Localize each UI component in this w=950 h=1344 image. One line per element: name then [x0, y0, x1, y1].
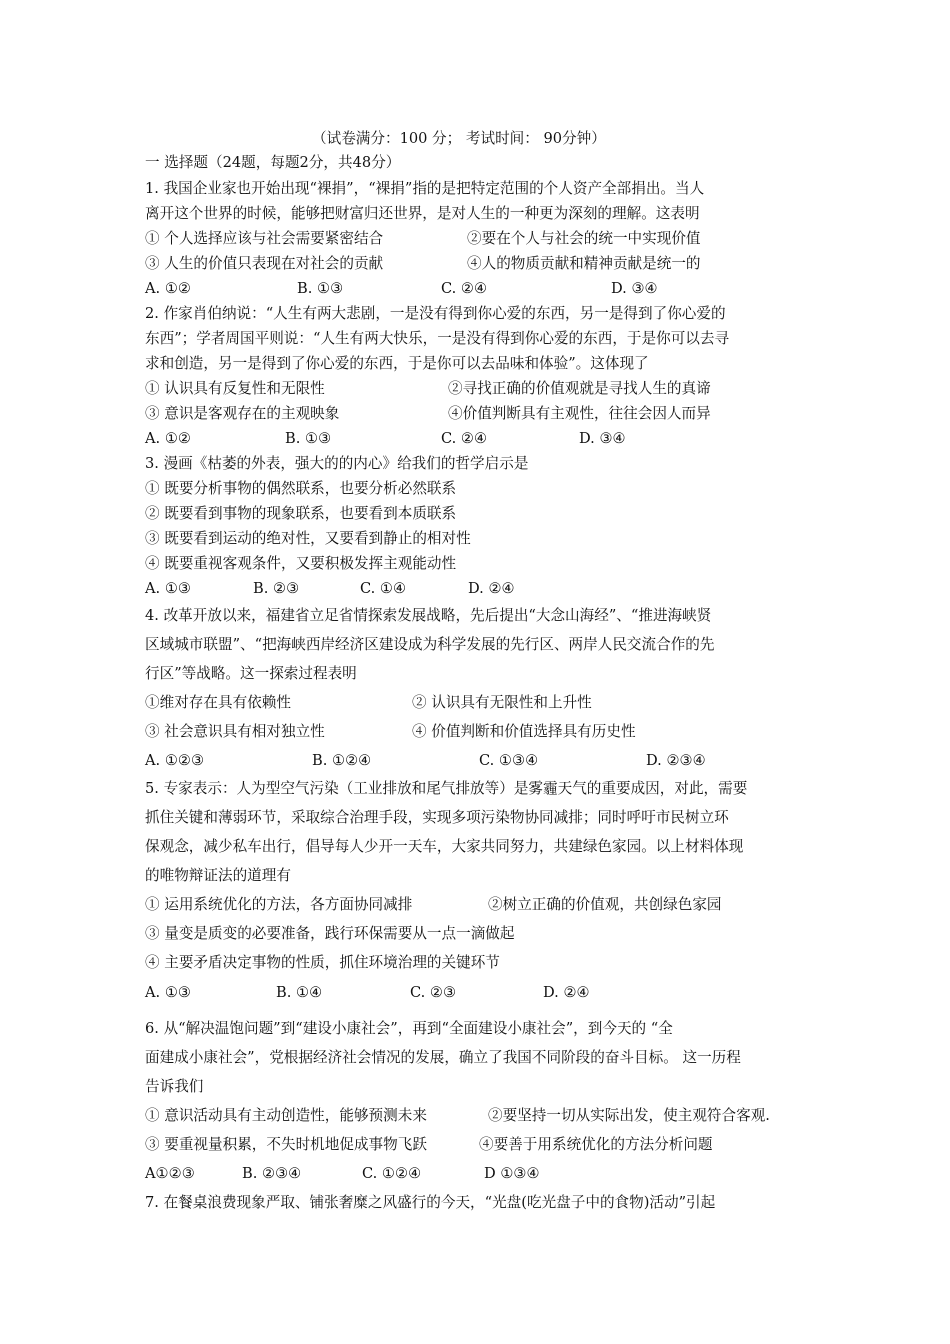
q2-stem-line-2: 东西”；学者周国平则说：“人生有两大快乐，一是没有得到你心爱的东西，于是你可以去寻: [145, 330, 730, 347]
q6-choice-a: A①②③: [145, 1165, 195, 1182]
q4-choice-a: A. ①②③: [145, 752, 205, 769]
q5-stem-line-1: 5. 专家表示：人为型空气污染（工业排放和尾气排放等）是雾霾天气的重要成因，对此，需要: [145, 780, 748, 797]
q3-stem: 3. 漫画《枯萎的外表，强大的的内心》给我们的哲学启示是: [145, 455, 529, 472]
q3-option-2: ② 既要看到事物的现象联系，也要看到本质联系: [145, 505, 457, 522]
q1-option-3: ③ 人生的价值只表现在对社会的贡献: [145, 255, 384, 272]
q2-choice-b: B. ①③: [285, 430, 332, 447]
q1-option-4: ④人的物质贡献和精神贡献是统一的: [467, 255, 701, 272]
q1-stem-line-2: 离开这个世界的时候，能够把财富归还世界，是对人生的一种更为深刻的理解。这表明: [145, 205, 700, 222]
q6-option-4: ④要善于用系统优化的方法分析问题: [479, 1136, 713, 1153]
q6-stem-line-3: 告诉我们: [145, 1078, 204, 1095]
q4-option-3: ③ 社会意识具有相对独立性: [145, 723, 325, 740]
q3-choice-b: B. ②③: [253, 580, 300, 597]
q5-stem-line-2: 抓住关键和薄弱环节，采取综合治理手段，实现多项污染物协同减排；同时呼吁市民树立环: [145, 809, 729, 826]
q6-choice-c: C. ①②④: [362, 1165, 422, 1182]
q4-option-1: ①维对存在具有依赖性: [145, 694, 291, 711]
q6-option-1: ① 意识活动具有主动创造性，能够预测未来: [145, 1107, 427, 1124]
q2-stem-line-1: 2. 作家肖伯纳说：“人生有两大悲剧，一是没有得到你心爱的东西，另一是得到了你心爱的: [145, 305, 726, 322]
q1-option-2: ②要在个人与社会的统一中实现价值: [467, 230, 701, 247]
q4-choice-d: D. ②③④: [646, 752, 706, 769]
q6-choice-b: B. ②③④: [242, 1165, 302, 1182]
q4-option-2: ② 认识具有无限性和上升性: [412, 694, 592, 711]
q2-options-row-1: [145, 379, 711, 399]
q5-options-row-1: [145, 895, 722, 915]
q2-choice-d: D. ③④: [579, 430, 626, 447]
q1-choice-a: A. ①②: [145, 280, 191, 297]
q1-choice-b: B. ①③: [297, 280, 344, 297]
q5-option-1: ① 运用系统优化的方法，各方面协同减排: [145, 896, 413, 913]
q5-option-2: ②树立正确的价值观，共创绿色家园: [488, 896, 722, 913]
q7-stem-line-1: 7. 在餐桌浪费现象严取、铺张奢糜之风盛行的今天，“光盘(吃光盘子中的食物)活动”引起: [145, 1194, 716, 1211]
q3-choice-a: A. ①③: [145, 580, 191, 597]
q3-option-3: ③ 既要看到运动的绝对性，又要看到静止的相对性: [145, 530, 471, 547]
q4-stem-line-1: 4. 改革开放以来，福建省立足省情探索发展战略，先后提出“大念山海经”、“推进海峡贤: [145, 607, 712, 624]
q6-option-2: ②要坚持一切从实际出发，使主观符合客观.: [488, 1107, 770, 1124]
q4-options-row-1: [145, 693, 592, 713]
q5-option-3: ③ 量变是质变的必要准备，践行环保需要从一点一滴做起: [145, 925, 515, 942]
q6-option-3: ③ 要重视量积累，不失时机地促成事物飞跃: [145, 1136, 427, 1153]
q6-options-row-1: [145, 1106, 770, 1126]
q4-stem-line-3: 行区”等战略。这一探索过程表明: [145, 665, 357, 682]
q5-choice-d: D. ②④: [543, 984, 590, 1001]
q3-option-4: ④ 既要重视客观条件，又要积极发挥主观能动性: [145, 555, 457, 572]
q5-stem-line-3: 保观念，减少私车出行，倡导每人少开一天车，大家共同努力，共建绿色家园。以上材料体现: [145, 838, 744, 855]
q1-options-row-2: [145, 254, 701, 274]
q5-stem-line-4: 的唯物辩证法的道理有: [145, 867, 291, 884]
q5-choice-b: B. ①④: [276, 984, 323, 1001]
q3-option-1: ① 既要分析事物的偶然联系，也要分析必然联系: [145, 480, 457, 497]
q1-stem-line-1: 1. 我国企业家也开始出现“裸捐”，“裸捐”指的是把特定范围的个人资产全部捐出。当人: [145, 180, 705, 197]
q5-option-4: ④ 主要矛盾决定事物的性质，抓住环境治理的关键环节: [145, 954, 500, 971]
q4-choice-c: C. ①③④: [479, 752, 539, 769]
q5-choice-c: C. ②③: [410, 984, 457, 1001]
q3-choice-d: D. ②④: [468, 580, 515, 597]
q1-choice-c: C. ②④: [441, 280, 488, 297]
q4-stem-line-2: 区域城市联盟”、“把海峡西岸经济区建设成为科学发展的先行区、两岸人民交流合作的先: [145, 636, 715, 653]
q2-stem-line-3: 求和创造，另一是得到了你心爱的东西，于是你可以去品味和体验”。这体现了: [145, 355, 649, 372]
q2-option-1: ① 认识具有反复性和无限性: [145, 380, 325, 397]
q6-choice-d: D ①③④: [484, 1165, 540, 1182]
q6-stem-line-1: 6. 从“解决温饱问题”到“建设小康社会”，再到“全面建设小康社会”，到今天的 “全: [145, 1020, 673, 1037]
exam-header: （试卷满分：100 分； 考试时间： 90分钟）: [312, 130, 606, 147]
q1-choice-d: D. ③④: [611, 280, 658, 297]
q4-options-row-2: [145, 722, 636, 742]
q6-options-row-2: [145, 1135, 713, 1155]
q2-choice-a: A. ①②: [145, 430, 191, 447]
q4-option-4: ④ 价值判断和价值选择具有历史性: [412, 723, 636, 740]
q5-choice-a: A. ①③: [145, 984, 191, 1001]
q3-choice-c: C. ①④: [360, 580, 407, 597]
q2-option-2: ②寻找正确的价值观就是寻找人生的真谛: [448, 380, 711, 397]
q4-choice-b: B. ①②④: [312, 752, 372, 769]
q1-option-1: ① 个人选择应该与社会需要紧密结合: [145, 230, 384, 247]
q2-option-3: ③ 意识是客观存在的主观映象: [145, 405, 340, 422]
q2-choice-c: C. ②④: [441, 430, 488, 447]
q2-option-4: ④价值判断具有主观性，往往会因人而异: [448, 405, 711, 422]
q6-stem-line-2: 面建成小康社会”，党根据经济社会情况的发展，确立了我国不同阶段的奋斗目标。 这一历程: [145, 1049, 741, 1066]
section-title: 一 选择题（24题，每题2分，共48分）: [145, 154, 401, 171]
q2-options-row-2: [145, 404, 711, 424]
q1-options-row-1: [145, 229, 701, 249]
